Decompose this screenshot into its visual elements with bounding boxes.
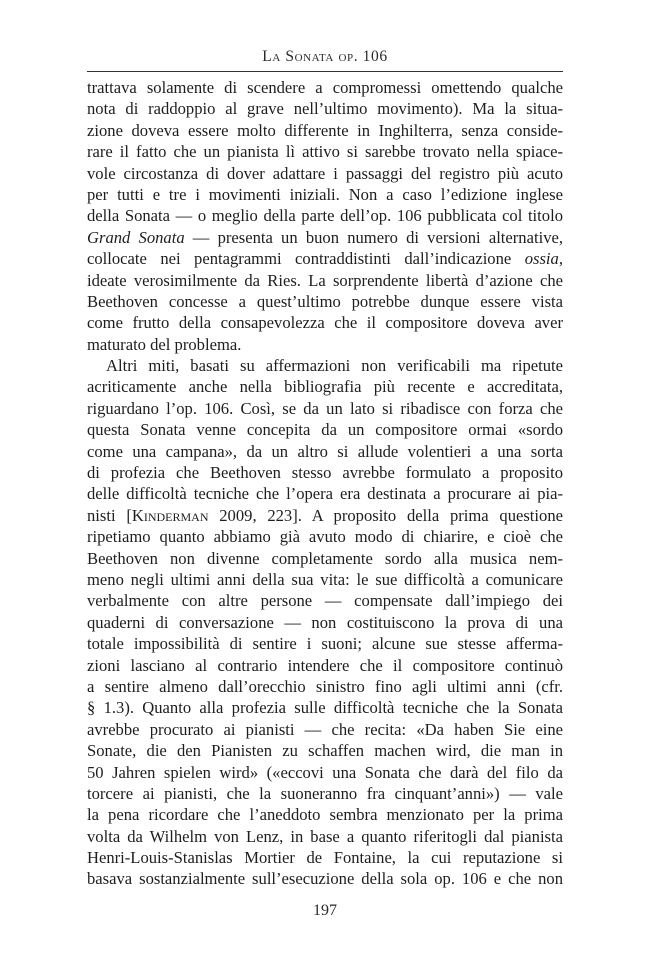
text-line: § 1.3). Quanto alla profezia sulle difficoltà tecniche che la Sonata	[87, 698, 563, 718]
text-line	[87, 227, 563, 248]
text-line: torcere ai pianisti, che la suoneranno fra cinquant’anni») — vale	[87, 783, 563, 803]
text-line: ripetiamo quanto abbiamo già avuto modo di chiarire, e cioè che	[87, 527, 563, 547]
text-line: Sonate, die den Pianisten zu schaffen machen wird, die man in	[87, 741, 563, 761]
text-line: ideate verosimilmente da Ries. La sorprendente libertà d’azione che	[87, 270, 563, 290]
text-line: trattava solamente di scendere a compromessi omettendo qualche	[87, 78, 563, 97]
text-line: questa Sonata venne concepita da un compositore ormai «sordo	[87, 420, 563, 440]
line-segment: collocate nei pentagrammi contraddistinti dall’indicazione	[87, 249, 525, 269]
text-line: quaderni di conversazione — non costituiscono la prova di una	[87, 612, 563, 632]
running-header: La Sonata op. 106	[262, 48, 388, 65]
text-line: come una campana», da un altro si allude volentieri a una sorta	[87, 441, 563, 461]
text-line	[87, 505, 563, 526]
text-line: zioni lasciano al contrario intendere che il compositore continuò	[87, 655, 563, 675]
italic-title: Grand Sonata	[87, 227, 185, 247]
text-line: di profezia che Beethoven stesso avrebbe formulato a proposito	[87, 463, 563, 483]
header-rule	[87, 71, 563, 72]
text-line	[87, 248, 563, 269]
line-segment: . A proposito della prima questione	[297, 505, 563, 525]
text-line: 50 Jahren spielen wird» («eccovi una Sonata che darà del filo da	[87, 762, 563, 782]
text-line: Beethoven concesse a quest’ultimo potrebbe dunque essere vista	[87, 291, 563, 311]
text-line: vole circostanza di dover adattare i passaggi del registro più acuto	[87, 163, 563, 183]
text-line: verbalmente con altre persone — compensate dall’impiego dei	[87, 591, 563, 611]
text-line: nota di raddoppio al grave nell’ultimo movimento). Ma la situa-	[87, 99, 563, 119]
text-line: riguardano l’op. 106. Così, se da un lato si ribadisce con forza che	[87, 398, 563, 418]
text-line: zione doveva essere molto differente in Inghilterra, senza conside-	[87, 120, 563, 140]
text-line: totale impossibilità di sentire i suoni; alcune sue stesse afferma-	[87, 634, 563, 654]
text-line: della Sonata — o meglio della parte dell’op. 106 pubblicata col titolo	[87, 206, 563, 226]
text-line: basava sostanzialmente sull’esecuzione della sola op. 106 e che non	[87, 869, 563, 889]
text-line: come frutto della consapevolezza che il compositore doveva aver	[87, 313, 563, 333]
text-line: rare il fatto che un pianista lì attivo si sarebbe trovato nella spiace-	[87, 142, 563, 162]
page-number: 197	[313, 902, 337, 919]
text-line: maturato del problema.	[87, 334, 242, 354]
text-line: volta da Wilhelm von Lenz, in base a quanto riferitogli dal pianista	[87, 826, 563, 846]
citation-reference: 2009, 223]	[208, 505, 298, 525]
line-segment: — presenta un buon numero di versioni alternative,	[184, 227, 564, 247]
text-line: Henri-Louis-Stanislas Mortier de Fontaine, la cui reputazione si	[87, 848, 563, 868]
text-line: avrebbe procurato ai pianisti — che recita: «Da haben Sie eine	[87, 719, 563, 739]
text-line: delle difficoltà tecniche che l’opera era destinata a procurare ai pia-	[87, 484, 563, 504]
body-text	[87, 77, 563, 890]
text-line: a sentire almeno dall’orecchio sinistro fino agli ultimi anni (cfr.	[87, 676, 563, 696]
paragraph-start: Altri miti, basati su affermazioni non verificabili ma ripetute	[106, 356, 563, 376]
text-line: acriticamente anche nella bibliografia più recente e accreditata,	[87, 377, 563, 397]
line-segment: nisti [	[87, 505, 132, 525]
line-segment: ,	[558, 249, 563, 269]
text-line: meno negli ultimi anni della sua vita: le sue difficoltà a comunicare	[87, 569, 563, 589]
text-line: per tutti e tre i movimenti iniziali. Non a caso l’edizione inglese	[87, 184, 563, 204]
citation-author: Kinderman	[131, 505, 209, 525]
italic-term: ossia	[524, 249, 559, 269]
text-line: Beethoven non divenne completamente sordo alla musica nem-	[87, 548, 563, 568]
text-line: la pena ricordare che l’aneddoto sembra menzionato per la prima	[87, 805, 563, 825]
